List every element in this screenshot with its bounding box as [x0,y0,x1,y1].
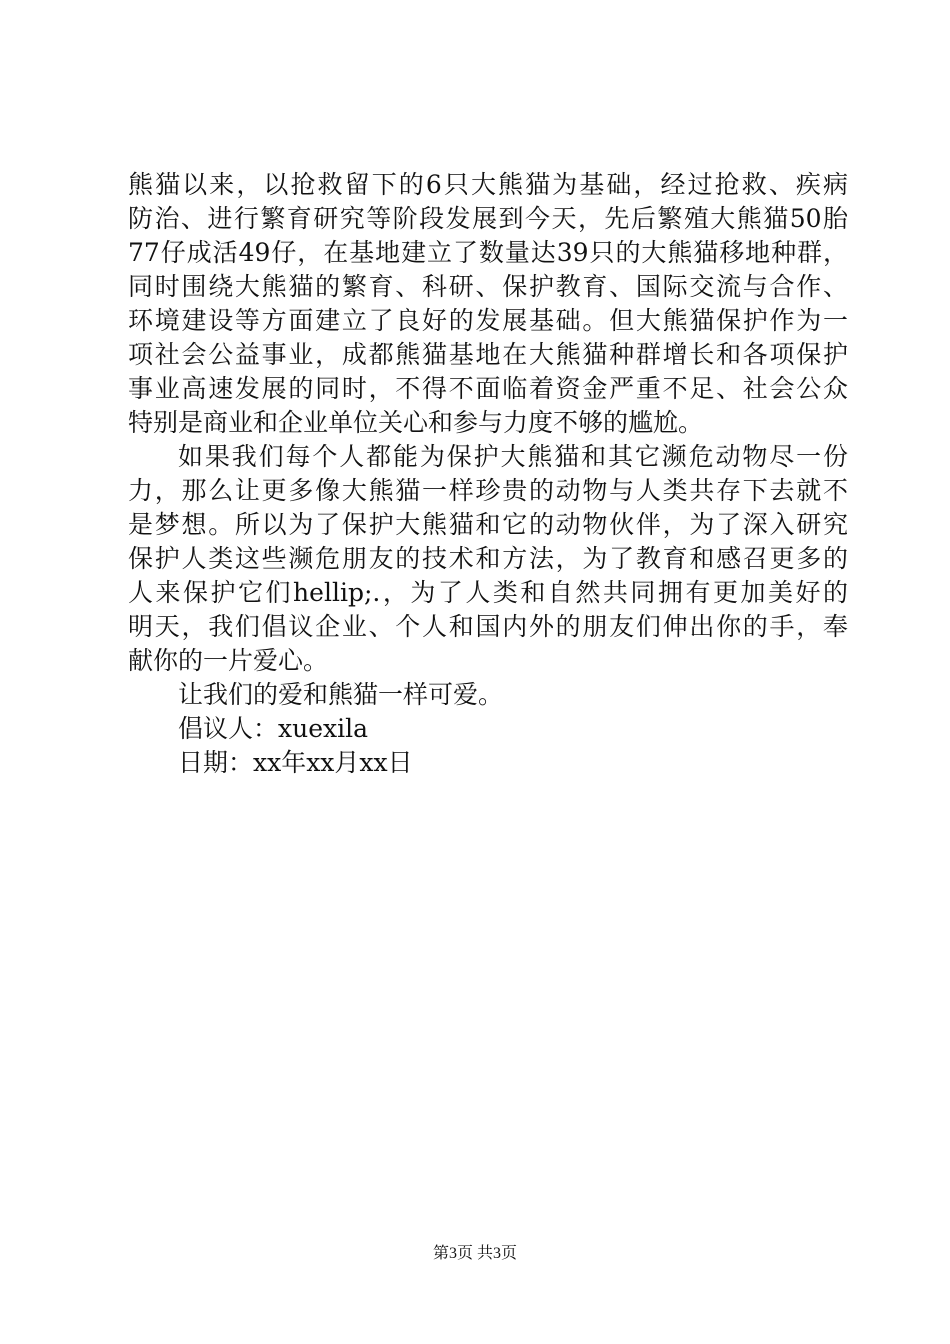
date-line: 日期：xx年xx月xx日 [178,748,413,777]
text-line: 同时围绕大熊猫的繁育、科研、保护教育、国际交流与合作、 [128,272,848,301]
text-line: 77仔成活49仔，在基地建立了数量达39只的大熊猫移地种群， [128,238,848,267]
text-line: 特别是商业和企业单位关心和参与力度不够的尴尬。 [128,408,704,437]
page-footer [0,1243,950,1265]
text-line: 如果我们每个人都能为保护大熊猫和其它濒危动物尽一份 [178,442,848,471]
text-line: 力，那么让更多像大熊猫一样珍贵的动物与人类共存下去就不 [128,476,848,505]
text-line: 防治、进行繁育研究等阶段发展到今天，先后繁殖大熊猫50胎 [128,204,848,233]
closing-line: 让我们的爱和熊猫一样可爱。 [178,680,504,709]
document-body [128,168,848,780]
paragraph-1 [128,168,848,440]
text-line: 事业高速发展的同时，不得不面临着资金严重不足、社会公众 [128,374,848,403]
text-line: 熊猫以来，以抢救留下的6只大熊猫为基础，经过抢救、疾病 [128,170,848,199]
text-line: 保护人类这些濒危朋友的技术和方法，为了教育和感召更多的 [128,544,848,573]
text-line: 献你的一片爱心。 [128,646,329,675]
text-line: 明天，我们倡议企业、个人和国内外的朋友们伸出你的手，奉 [128,612,848,641]
page-indicator: 第3页 共3页 [432,1245,517,1262]
paragraph-2 [128,440,848,678]
text-line: 环境建设等方面建立了良好的发展基础。但大熊猫保护作为一 [128,306,848,335]
text-line: 项社会公益事业，成都熊猫基地在大熊猫种群增长和各项保护 [128,340,848,369]
proposer-line: 倡议人：xuexila [178,714,368,743]
text-line: 是梦想。所以为了保护大熊猫和它的动物伙伴，为了深入研究 [128,510,848,539]
text-line: 人来保护它们hellip;.，为了人类和自然共同拥有更加美好的 [128,578,848,607]
